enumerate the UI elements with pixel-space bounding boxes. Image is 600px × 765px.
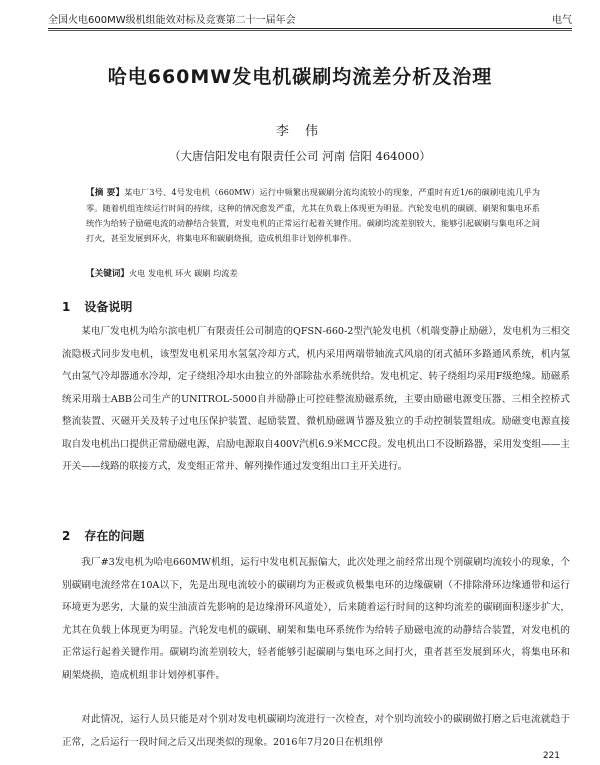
abstract-text: 某电厂3号、4号发电机（660MW）运行中频繁出现碳刷分流均流较小的现象，严重时有近1/6的碳刷电流几乎为零。随着机组连续运行时间的持续，这种的情况愈发严重，尤其在负载上体现更为明显。汽轮发电机的碳刷、刷架和集电环系统作为给转子励磁电流的动静结合装置，对发电机的正常运行起着关键作用。碳刷均流差别较大，能够引起碳刷与集电环之间打火，甚至发展到环火，将集电环和碳刷烧损，造成机组非计划停机事件。: [86, 187, 540, 243]
author-affiliation: （大唐信阳发电有限责任公司 河南 信阳 464000）: [169, 149, 431, 163]
section-heading-1: [62, 298, 132, 315]
page-number: 221: [542, 751, 560, 761]
section-2-paragraph-2: 对此情况，运行人员只能是对个别对发电机碳刷均流进行一次检查，对个别均流较小的碳刷做打磨之后电流就趋于正常，之后运行一段时间之后又出现类似的现象。2016年7月20日在机组停: [62, 714, 570, 748]
running-header: [48, 8, 572, 29]
section-1-paragraph: 某电厂发电机为哈尔滨电机厂有限责任公司制造的QFSN-660-2型汽轮发电机（机端变静止励磁），发电机为三相交流隐极式同步发电机，该型发电机采用水氢氢冷却方式，机内采用两端带轴流式风扇的闭式循环多路通风系统，机内氢气由氢气冷却器通水冷却，定子绕组冷却水由独立的外部除盐水系统供给。发电机定、转子绕组均采用F级绝缘。励磁系统采用瑞士ABB公司生产的UNITROL-5000自并励静止可控硅整流励磁系统，主要由励磁电源变压器、三相全控桥式整流装置、灭磁开关及转子过电压保护装置、起励装置、微机励磁调节器及独立的手动控制装置组成。励磁变电源直接取自发电机出口提供正常励磁电源，启励电源取自400V汽机6.9米MCC段。发电机出口不设断路器，采用发变组——主开关——线路的联接方式，发变组正常并、解列操作通过发变组出口主开关进行。: [62, 326, 570, 472]
section-2-paragraph-1: 我厂#3发电机为哈电660MW机组，运行中发电机瓦振偏大，此次处理之前经常出现个别碳刷均流较小的现象，个别碳刷电流经常在10A以下，先是出现电流较小的碳刷均为正极或负极集电环的边缘碳刷（不排除滑环边缘通带和运行环境更为恶劣，大量的炭尘油渍首先影响的是边缘滑环风道处），后来随着运行时间的这种均流差的碳刷面积逐步扩大，尤其在负载上体现更为明显。汽轮发电机的碳刷、刷架和集电环系统作为给转子励磁电流的动静结合装置，对发电机的正常运行起着关键作用。碳刷均流差别较大，轻者能够引起碳刷与集电环之间打火，重者甚至发展到环火，将集电环和刷架烧损，造成机组非计划停机事件。: [62, 557, 570, 681]
keywords-text: 火电 发电机 环火 碳刷 均流差: [128, 268, 238, 278]
keywords: [86, 267, 540, 279]
section-number: 1: [62, 300, 71, 314]
paper-title: 哈电660MW发电机碳刷均流差分析及治理: [107, 66, 493, 88]
running-header-section: 电气: [552, 15, 572, 26]
running-header-title: 全国火电600MW级机组能效对标及竞赛第二十一届年会: [48, 15, 296, 26]
section-heading-2: [62, 527, 144, 544]
section-title: 设备说明: [84, 300, 133, 314]
author-name: 李 伟: [275, 124, 325, 139]
header-divider: [48, 30, 572, 31]
abstract: [86, 185, 540, 246]
section-title: 存在的问题: [84, 529, 145, 543]
keywords-label: 【关键词】: [86, 269, 129, 279]
abstract-label: 【摘 要】: [86, 188, 125, 198]
section-number: 2: [62, 529, 71, 543]
